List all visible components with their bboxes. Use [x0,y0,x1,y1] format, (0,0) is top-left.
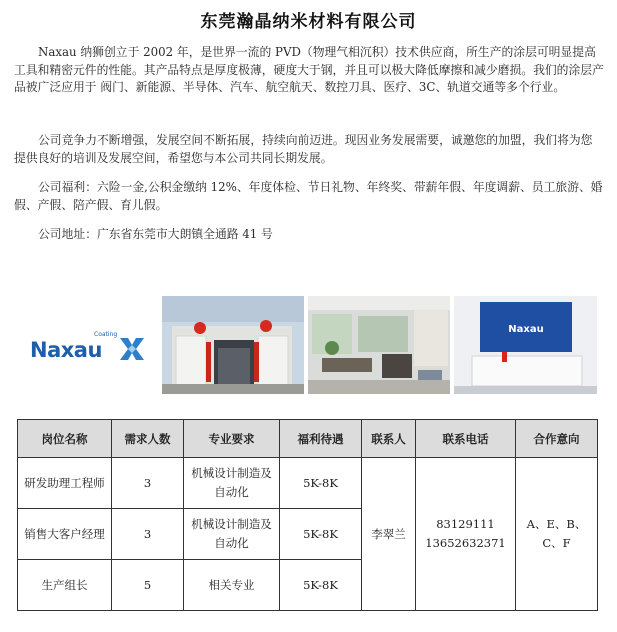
cell-count: 5 [112,560,184,611]
cell-major: 机械设计制造及自动化 [184,509,280,560]
cell-position: 生产组长 [18,560,112,611]
page-title: 东莞瀚晶纳米材料有限公司 [200,12,417,32]
logo-wordmark: Naxau [30,338,102,362]
cell-contact: 李翠兰 [362,458,416,611]
cell-count: 3 [112,458,184,509]
company-intro: Naxau 纳狮创立于 2002 年，是世界一流的 PVD（物理气相沉积）技术供应商，所生产的涂层可明显提高工具和精密元件的性能。其产品特点是厚度极薄，硬度大于钢，并且可以极大降低摩擦和减少磨损。我们的涂层产品被广泛应用于 阀门、新能源、半导体、汽车、航空航天、数控刀具、医疗、3C、轨道交通等多个行业。 [14,45,604,95]
cell-position: 研发助理工程师 [18,458,112,509]
cell-intent: A、E、B、C、F [516,458,598,611]
naxau-logo [30,330,148,364]
header-intent: 合作意向 [516,420,598,458]
header-contact: 联系人 [362,420,416,458]
table-header-row [18,420,598,458]
header-count: 需求人数 [112,420,184,458]
company-growth: 公司竞争力不断增强，发展空间不断拓展，持续向前迈进。现因业务发展需要，诚邀您的加盟，我们将为您提供良好的培训及发展空间，希望您与本公司共同长期发展。 [14,133,593,165]
logo-subtext: Coating [94,331,118,338]
header-position: 岗位名称 [18,420,112,458]
phone-mobile: 13652632371 [425,536,506,550]
cell-salary: 5K-8K [280,560,362,611]
logo-mark-icon [118,336,146,362]
cell-salary: 5K-8K [280,458,362,509]
cell-salary: 5K-8K [280,509,362,560]
company-benefits: 公司福利：六险一金,公积金缴纳 12%、年度体检、节日礼物、年终奖、带薪年假、年度调薪、员工旅游、婚假、产假、陪产假、育儿假。 [14,180,603,212]
header-phone: 联系电话 [416,420,516,458]
photo-reception [454,296,597,394]
photo-factory-entrance [162,296,304,394]
company-address: 公司地址：广东省东莞市大朗镇全通路 41 号 [38,227,273,241]
cell-count: 3 [112,509,184,560]
header-major: 专业要求 [184,420,280,458]
cell-major: 相关专业 [184,560,280,611]
cell-major: 机械设计制造及自动化 [184,458,280,509]
cell-phone [416,458,516,611]
jobs-table [17,419,598,611]
table-row [18,458,598,509]
company-photos [162,296,597,394]
header-salary: 福利待遇 [280,420,362,458]
cell-position: 销售大客户经理 [18,509,112,560]
phone-landline: 83129111 [436,517,495,531]
photo-lounge [308,296,450,394]
reception-sign-text: Naxau [508,324,544,335]
